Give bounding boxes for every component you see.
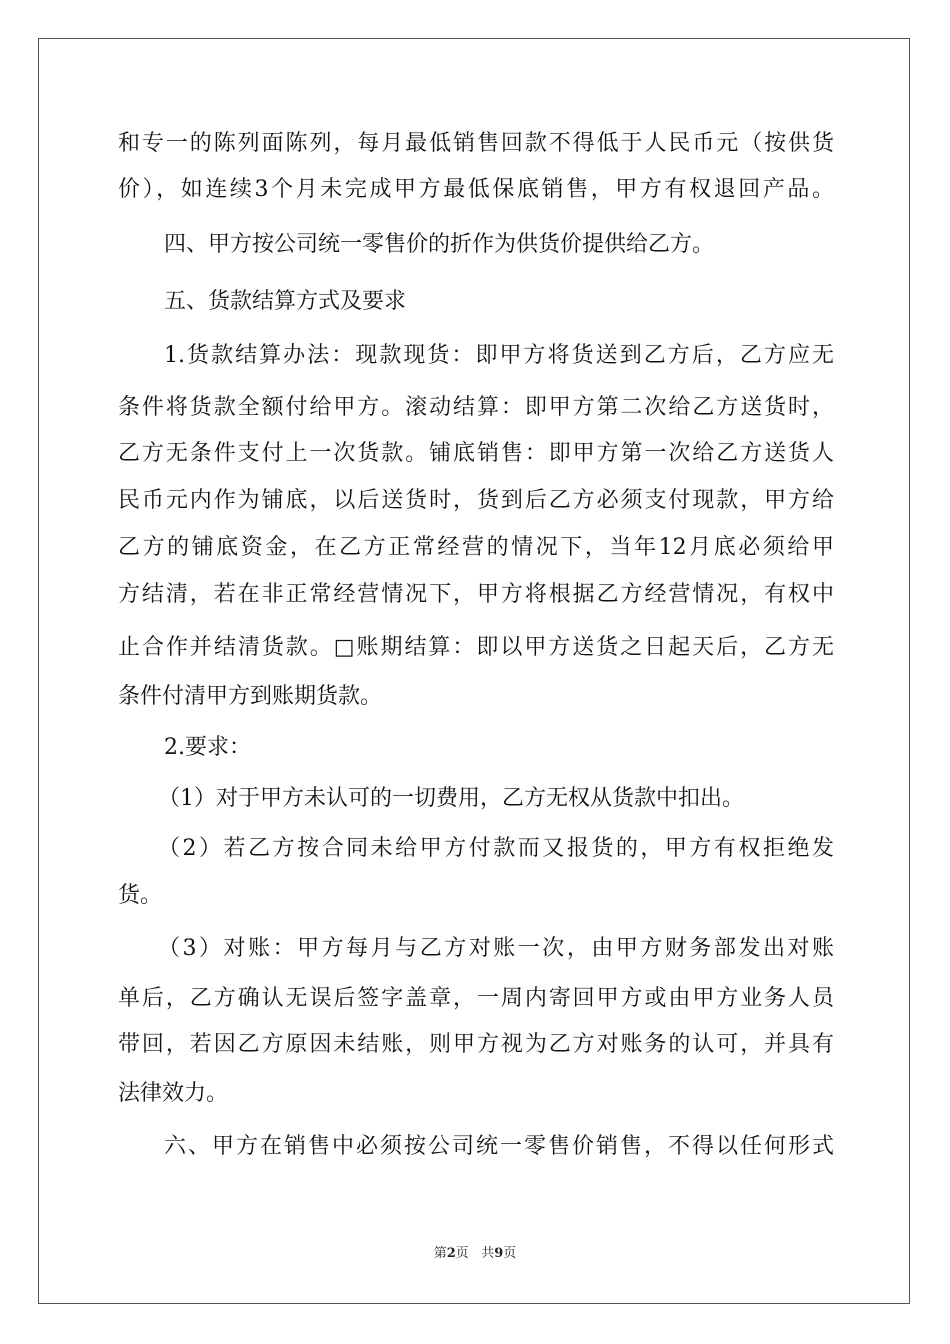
- text-line: （1）对于甲方未认可的一切费用，乙方无权从货款中扣出。: [158, 786, 744, 811]
- current-page-number: 2: [446, 1246, 456, 1261]
- text-line: 四、甲方按公司统一零售价的折作为供货价提供给乙方。: [164, 232, 715, 257]
- text-line: 2.要求：: [164, 735, 251, 760]
- section-heading: 五、货款结算方式及要求: [164, 289, 407, 314]
- text-line: 民币元内作为铺底，以后送货时，货到后乙方必须支付现款，甲方给: [118, 488, 834, 513]
- text-line: （3）对账：甲方每月与乙方对账一次，由甲方财务部发出对账: [158, 936, 834, 961]
- text-line: 方结清，若在非正常经营情况下，甲方将根据乙方经营情况，有权中: [118, 582, 834, 607]
- footer-mid: 页 共: [455, 1246, 495, 1261]
- text-line: 法律效力。: [118, 1081, 229, 1106]
- total-pages-number: 9: [494, 1246, 504, 1261]
- footer-prefix: 第: [433, 1246, 447, 1261]
- text-line: 单后，乙方确认无误后签字盖章，一周内寄回甲方或由甲方业务人员: [118, 986, 834, 1011]
- text-line: 货。: [118, 883, 163, 908]
- text-line: 乙方的铺底资金，在乙方正常经营的情况下，当年12月底必须给甲: [118, 535, 834, 560]
- text-line: 带回，若因乙方原因未结账，则甲方视为乙方对账务的认可，并具有: [118, 1032, 834, 1057]
- text-line: 止合作并结清货款。□账期结算：即以甲方送货之日起天后，乙方无: [118, 635, 834, 660]
- page-footer: [0, 1244, 950, 1264]
- text-line: 条件付清甲方到账期货款。: [118, 684, 383, 709]
- text-line: 条件将货款全额付给甲方。滚动结算：即甲方第二次给乙方送货时，: [118, 395, 834, 420]
- text-line: 1.货款结算办法：现款现货：即甲方将货送到乙方后，乙方应无: [164, 343, 834, 368]
- text-line: 价），如连续3个月未完成甲方最低保底销售，甲方有权退回产品。: [118, 177, 834, 202]
- text-line: 和专一的陈列面陈列，每月最低销售回款不得低于人民币元（按供货: [118, 131, 834, 156]
- text-line: 六、甲方在销售中必须按公司统一零售价销售，不得以任何形式: [164, 1134, 834, 1159]
- footer-suffix: 页: [503, 1246, 517, 1261]
- text-line: 乙方无条件支付上一次货款。铺底销售：即甲方第一次给乙方送货人: [118, 441, 834, 466]
- text-line: （2）若乙方按合同未给甲方付款而又报货的，甲方有权拒绝发: [158, 836, 834, 861]
